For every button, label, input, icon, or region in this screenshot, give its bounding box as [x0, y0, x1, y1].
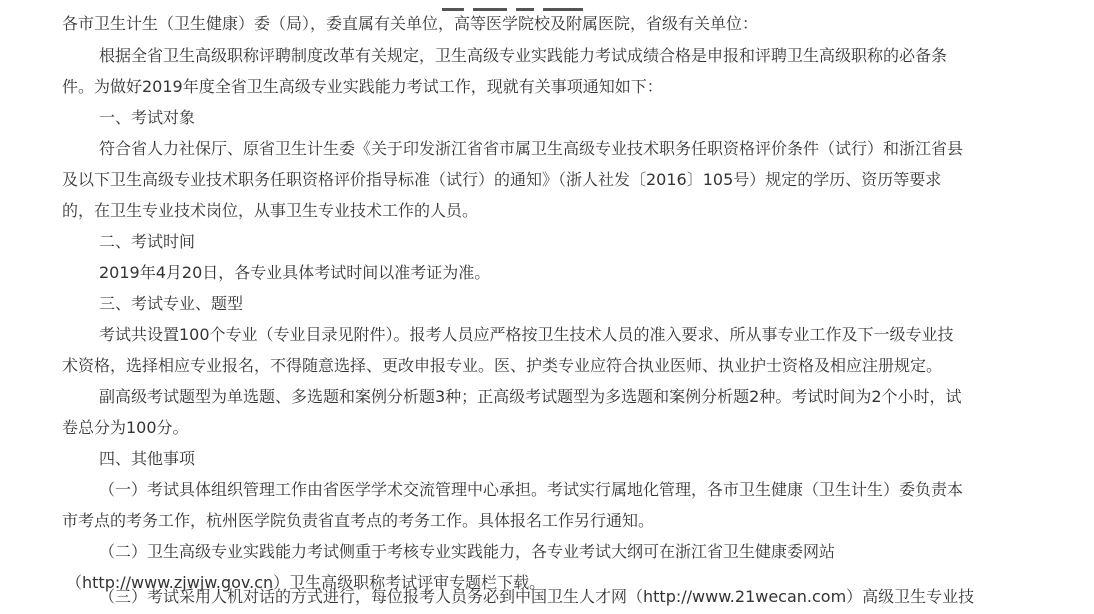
paragraph-line: （一）考试具体组织管理工作由省医学学术交流管理中心承担。考试实行属地化管理，各市卫生健康（卫生计生）委负责本	[99, 480, 964, 499]
paragraph-line: 的，在卫生专业技术岗位，从事卫生专业技术工作的人员。	[62, 201, 479, 220]
salutation-line: 各市卫生计生（卫生健康）委（局），委直属有关单位，高等医学院校及附属医院，省级有关单位：	[62, 14, 759, 33]
section-heading: 四、其他事项	[99, 449, 196, 468]
section-heading: 三、考试专业、题型	[99, 294, 244, 313]
cropped-heading-remnant	[442, 0, 622, 4]
paragraph-line: （http://www.zjwjw.gov.cn）卫生高级职称考试评审专题栏下载。	[66, 573, 546, 592]
paragraph-line: 市考点的考务工作，杭州医学院负责省直考点的考务工作。具体报名工作另行通知。	[62, 511, 655, 530]
paragraph-line: 件。为做好2019年度全省卫生高级专业实践能力考试工作，现就有关事项通知如下：	[62, 77, 663, 96]
paragraph-line: 副高级考试题型为单选题、多选题和案例分析题3种；正高级考试题型为多选题和案例分析题2种。考试时间为2个小时，试	[99, 387, 962, 406]
paragraph-line: 2019年4月20日，各专业具体考试时间以准考证为准。	[99, 263, 491, 282]
paragraph-line: 卷总分为100分。	[62, 418, 189, 437]
paragraph-line: 术资格，选择相应专业报名，不得随意选择、更改申报专业。医、护类专业应符合执业医师、执业护士资格及相应注册规定。	[62, 356, 943, 375]
section-heading: 二、考试时间	[99, 232, 196, 251]
paragraph-line: 及以下卫生高级专业技术职务任职资格评价指导标准（试行）的通知》（浙人社发〔2016〕105号）规定的学历、资历等要求	[62, 170, 942, 189]
cropped-paragraph-line: （三）考试采用人机对话的方式进行，每位报考人员务必到中国卫生人才网（http://www.21wecan.com）高级卫生专业技	[99, 587, 975, 606]
paragraph-line: 考试共设置100个专业（专业目录见附件）。报考人员应严格按卫生技术人员的准入要求、所从事专业工作及下一级专业技	[99, 325, 954, 344]
paragraph-line: 根据全省卫生高级职称评聘制度改革有关规定，卫生高级专业实践能力考试成绩合格是申报和评聘卫生高级职称的必备条	[99, 46, 948, 65]
paragraph-line: （二）卫生高级专业实践能力考试侧重于考核专业实践能力，各专业考试大纲可在浙江省卫生健康委网站	[99, 542, 836, 561]
paragraph-line: 符合省人力社保厅、原省卫生计生委《关于印发浙江省省市属卫生高级专业技术职务任职资格评价条件（试行）和浙江省县	[99, 139, 964, 158]
section-heading: 一、考试对象	[99, 108, 196, 127]
